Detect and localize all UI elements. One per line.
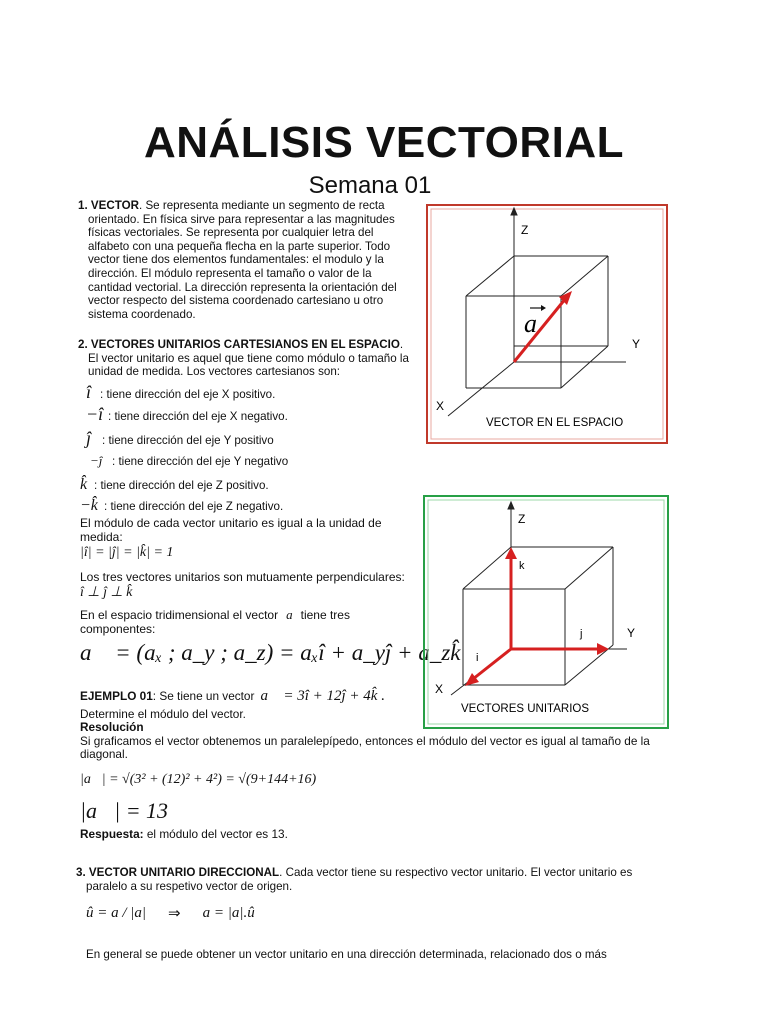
resolution-heading: Resolución (80, 720, 144, 735)
overarrow-head-icon (541, 305, 546, 311)
list-item-text: : tiene dirección del eje Z negativo. (104, 500, 284, 513)
text-line: dirección. El módulo representa el tamaño o valor de la (88, 266, 372, 280)
list-item (80, 478, 410, 499)
unit-symbol: −î (86, 404, 104, 424)
text-line: cantidad vectorial. La dirección representa la orientación del (88, 280, 397, 294)
equation-right: a = |a|.û (202, 905, 255, 921)
section-heading: 2. VECTORES UNITARIOS CARTESIANOS EN EL ESPACIO (78, 338, 400, 351)
list-item-text: : tiene dirección del eje Y positivo (102, 434, 274, 447)
y-axis-label: Y (632, 337, 641, 351)
page-title: ANÁLISIS VECTORIAL (143, 118, 624, 167)
section-heading: 3. VECTOR UNITARIO DIRECCIONAL (76, 866, 280, 879)
vector-symbol: a (286, 607, 293, 622)
unit-vector-list-z (80, 478, 410, 518)
i-label: i (476, 652, 479, 664)
text-line (80, 608, 425, 622)
text-line: El vector unitario es aquel que tiene como módulo o tamaño la (88, 351, 409, 365)
text-fragment: : Se tiene un vector (152, 689, 255, 703)
unit-symbol: −k̂ (80, 497, 98, 514)
x-axis-label: X (436, 399, 445, 413)
implies-icon: ⇒ (168, 906, 181, 922)
figure-caption: VECTOR EN EL ESPACIO (486, 417, 624, 429)
answer-label: Respuesta: (80, 827, 144, 841)
j-label: j (580, 628, 583, 640)
text-line: alfabeto con una pequeña flecha en la parte superior. Todo (88, 239, 391, 253)
vector-a-label: a (524, 309, 537, 338)
text-line: Los tres vectores unitarios son mutuamente perpendiculares: (80, 570, 405, 584)
section-direction (76, 866, 676, 893)
list-item (86, 428, 416, 454)
calculation: |a⃗| = √(3² + (12)² + 4²) = √(9+144+16) (80, 772, 317, 787)
page-subtitle: Semana 01 (308, 172, 432, 199)
figure-border (424, 496, 668, 728)
unit-vector-list (86, 382, 416, 474)
section-unit-vectors: 2. VECTORES UNITARIOS CARTESIANOS EN EL ESPACIO. El vector unitario es aquel que tiene como módulo o tamaño la unidad de medida. Los vectores cartesianos son: (78, 338, 428, 379)
unit-vector-equation (86, 904, 255, 923)
text-line: En general se puede obtener un vector unitario en una dirección determinada, relacionado dos o más (86, 948, 607, 961)
figure-vector-in-space (426, 204, 668, 444)
unit-symbol: −ĵ (90, 453, 103, 468)
text-line: El módulo de cada vector unitario es igual a la unidad de (80, 516, 382, 530)
text-line: Determine el módulo del vector. (80, 706, 246, 721)
unit-symbol: î (86, 382, 92, 402)
text-line: sistema coordenado. (88, 307, 196, 321)
text-fragment: En el espacio tridimensional el vector (80, 608, 279, 622)
text-line: diagonal. (80, 747, 128, 762)
text-line: físicas vectoriales. Se representa por cualquier letra del (88, 226, 374, 240)
figure-unit-vectors (423, 495, 669, 729)
modulo-block (80, 516, 425, 636)
arrowhead-icon (505, 547, 517, 559)
text-line: componentes: (80, 622, 156, 636)
list-item-text: : tiene dirección del eje Z positivo. (94, 479, 269, 492)
text-fragment: tiene tres (300, 608, 350, 622)
answer (80, 828, 288, 842)
section-heading: 1. VECTOR (78, 199, 139, 212)
text-fragment: . Cada vector tiene su respectivo vector unitario. El vector unitario es (279, 866, 633, 879)
cube (463, 547, 613, 685)
z-axis-label: Z (518, 512, 526, 526)
answer-text: el módulo del vector es 13. (143, 827, 288, 841)
list-item (90, 454, 416, 474)
cube (466, 256, 608, 388)
text-line: Si graficamos el vector obtenemos un paralelepípedo, entonces el módulo del vector es igual al tamaño de la (80, 733, 650, 748)
unit-symbol: k̂ (80, 476, 88, 493)
list-item-text: : tiene dirección del eje X negativo. (108, 410, 288, 423)
z-axis-label: Z (521, 223, 529, 237)
axes (448, 208, 626, 416)
list-item (86, 404, 416, 432)
text-line: vector respecto del sistema coordenado cartesiano u otro (88, 294, 384, 308)
perpendicular-equation: î ⊥ ĵ ⊥ k̂ (80, 585, 133, 600)
equation-left: û = a / |a| (86, 905, 147, 921)
text-line: unidad de medida. Los vectores cartesianos son: (88, 365, 340, 379)
components-equation: a⃗ = (aₓ ; a_y ; a_z) = aₓî + a_yĵ + a_zk̂ (80, 640, 461, 665)
modulo-equation: |î| = |ĵ| = |k̂| = 1 (80, 545, 174, 560)
y-axis-label: Y (627, 626, 636, 640)
text-line: vector tiene dos elementos fundamentales: el modulo y la (88, 253, 384, 267)
section-vector (78, 199, 418, 321)
text-line: medida: (80, 530, 123, 544)
list-item-text: : tiene dirección del eje Y negativo (112, 455, 289, 468)
example-equation: a⃗ = 3î + 12ĵ + 4k̂ . (260, 688, 385, 704)
figure-border (427, 205, 667, 443)
k-label: k (519, 560, 525, 572)
text-line: orientado. En física sirve para representar a las magnitudes (88, 212, 395, 226)
result: |a⃗| = 13 (80, 798, 169, 823)
example-heading: EJEMPLO 01 (80, 689, 153, 703)
unit-symbol: ĵ (86, 428, 92, 448)
text-line: paralelo a su respetivo vector de origen. (86, 879, 293, 893)
figure-caption: VECTORES UNITARIOS (461, 703, 590, 715)
axes (451, 502, 627, 695)
x-axis-label: X (435, 682, 444, 696)
list-item-text: : tiene dirección del eje X positivo. (100, 388, 276, 401)
text-line: . Se representa mediante un segmento de recta (139, 199, 385, 212)
i-vector (473, 649, 511, 679)
list-item (86, 382, 416, 408)
